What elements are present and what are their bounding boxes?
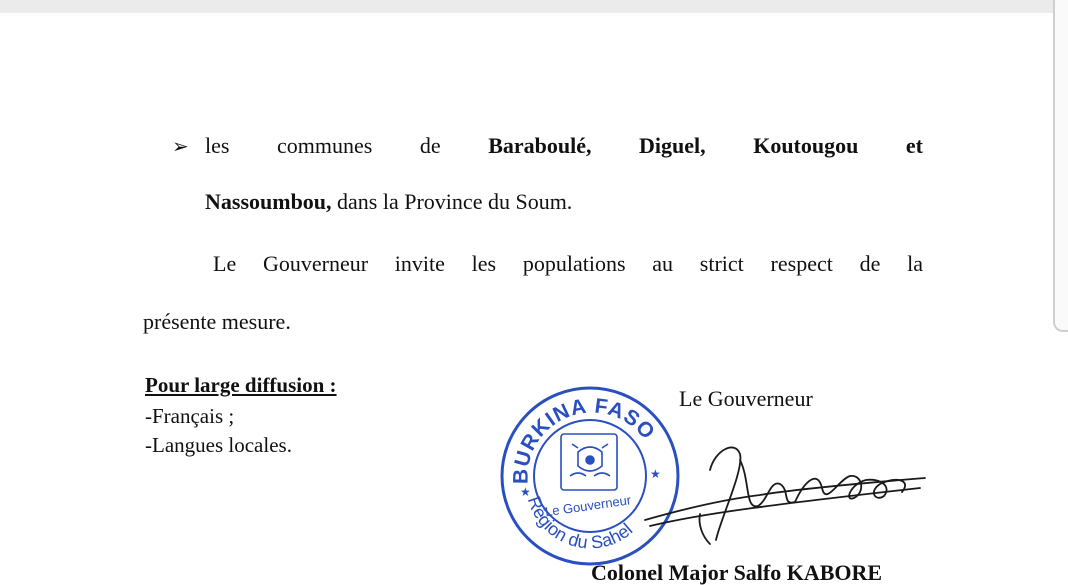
stamp-bottom-text: Région du Sahel	[523, 493, 637, 553]
commune-name: Koutougou	[753, 133, 859, 158]
diffusion-item: -Langues locales.	[145, 433, 292, 457]
commune-name: Baraboulé,	[488, 133, 592, 158]
top-bar	[0, 0, 1068, 13]
bullet-line-2	[205, 191, 572, 213]
stamp-star-icon: ★	[520, 485, 531, 499]
stamp-inner-label: Le Gouverneur	[544, 492, 633, 520]
province-text: dans la Province du Soum.	[331, 189, 573, 214]
page-edge	[1053, 0, 1068, 332]
signatory-name: Colonel Major Salfo KABORE	[591, 560, 883, 585]
paragraph-line-1: Le Gouverneur invite les populations au strict respect de la	[213, 251, 923, 276]
word: communes	[277, 133, 373, 158]
diffusion-item: -Français ;	[145, 404, 235, 428]
diffusion-heading: Pour large diffusion :	[145, 373, 337, 397]
commune-name: Diguel,	[639, 133, 706, 158]
coat-of-arms-icon	[561, 434, 617, 490]
word: les	[205, 133, 230, 158]
commune-name: Nassoumbou,	[205, 189, 332, 214]
paragraph-line-2: présente mesure.	[143, 309, 291, 334]
stamp-top-text: BURKINA FASO	[509, 394, 660, 485]
signatory-title: Le Gouverneur	[679, 386, 813, 411]
word: de	[419, 133, 441, 158]
stamp-star-icon: ★	[650, 467, 661, 481]
bullet-line-1	[205, 133, 923, 159]
bullet-marker: ➢	[172, 136, 189, 158]
handwritten-signature	[640, 440, 930, 550]
word: et	[905, 133, 923, 158]
